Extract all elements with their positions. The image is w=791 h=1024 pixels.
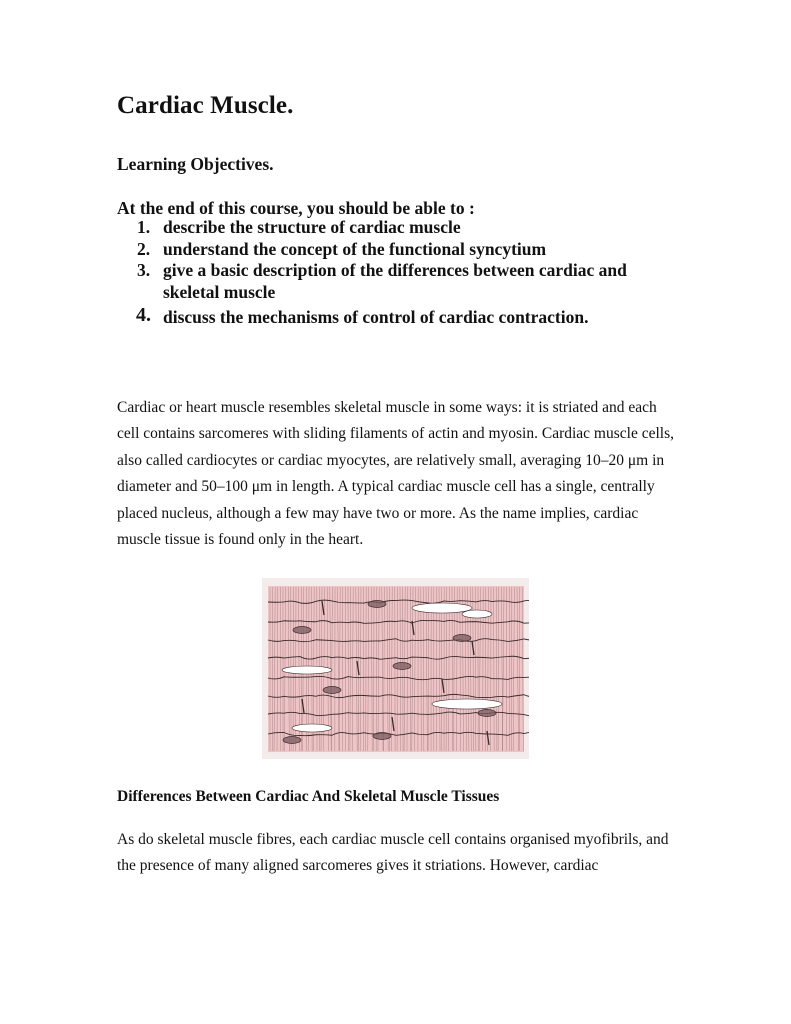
- objectives-intro: At the end of this course, you should be able to :: [117, 198, 475, 218]
- cardiac-muscle-illustration: [262, 578, 529, 759]
- learning-objectives-heading: Learning Objectives.: [117, 154, 274, 174]
- fibre-gap: [292, 724, 332, 732]
- nucleus: [283, 737, 301, 744]
- fibre-gap: [462, 610, 492, 618]
- nucleus: [393, 663, 411, 670]
- objective-item: [117, 239, 677, 261]
- objective-text: give a basic description of the differences between cardiac and skeletal muscle: [163, 260, 627, 302]
- objective-item: [117, 304, 677, 329]
- objectives-list: [117, 217, 677, 329]
- objective-text: understand the concept of the functional syncytium: [163, 238, 547, 259]
- section-heading: Differences Between Cardiac And Skeletal Muscle Tissues: [117, 788, 500, 805]
- objective-number: 4.: [136, 304, 151, 326]
- nucleus: [373, 733, 391, 740]
- cardiac-muscle-drawing: [262, 578, 529, 759]
- nucleus: [453, 635, 471, 642]
- objective-item: [117, 217, 677, 239]
- objective-item: [117, 260, 677, 303]
- nucleus: [478, 710, 496, 717]
- objective-number: 2.: [137, 238, 151, 259]
- fibre-gap: [282, 666, 332, 674]
- objective-text: discuss the mechanisms of control of cardiac contraction.: [163, 307, 589, 327]
- intro-paragraph: Cardiac or heart muscle resembles skeletal muscle in some ways: it is striated and each cell contains sarcomeres with sliding filaments of actin and myosin. Cardiac muscle cells, also called cardiocytes or cardiac myocytes, are relatively small, averaging 10–20 μm in diameter and 50–100 μm in length. A typical cardiac muscle cell has a single, centrally placed nucleus, although a few may have two or more. As the name implies, cardiac muscle tissue is found only in the heart.: [117, 399, 674, 549]
- page-title: Cardiac Muscle.: [117, 92, 294, 119]
- objective-number: 1.: [137, 217, 151, 237]
- objective-text: describe the structure of cardiac muscle: [163, 217, 461, 237]
- objective-number: 3.: [137, 260, 151, 280]
- fibre-gap: [432, 699, 502, 709]
- nucleus: [293, 627, 311, 634]
- nucleus: [368, 601, 386, 608]
- nucleus: [323, 687, 341, 694]
- section-paragraph: As do skeletal muscle fibres, each cardiac muscle cell contains organised myofibrils, and the presence of many aligned sarcomeres gives it striations. However, cardiac: [117, 831, 669, 875]
- fibre-gap: [412, 603, 472, 613]
